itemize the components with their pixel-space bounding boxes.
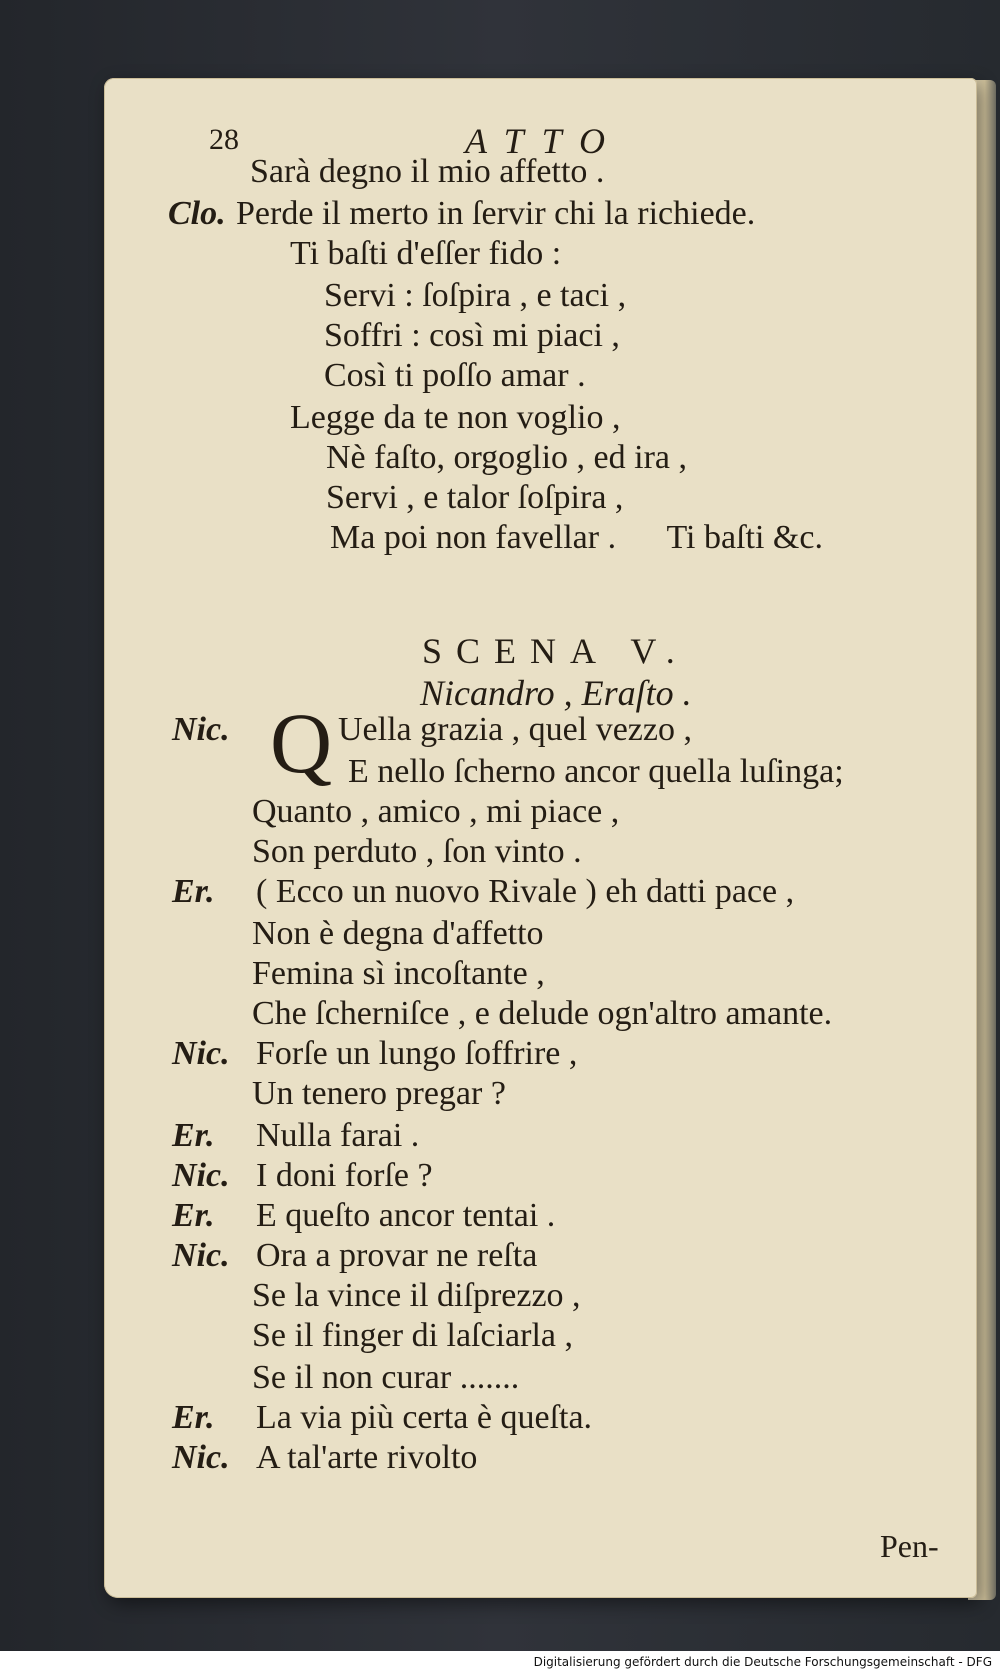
speaker-label: Nic.	[172, 711, 230, 748]
dialogue-line: E nello ſcherno ancor quella luſinga;	[348, 753, 844, 790]
speaker-label: Er.	[172, 873, 215, 910]
speaker-label: Clo.	[168, 195, 226, 232]
verse-line: Ma poi non favellar . Ti baſti &c.	[330, 519, 823, 556]
running-title: ATTO	[465, 121, 624, 161]
speaker-label: Er.	[172, 1399, 215, 1436]
verse-line: Così ti poſſo amar .	[324, 357, 586, 394]
dialogue-line: Se la vince il diſprezzo ,	[252, 1277, 581, 1314]
speaker-label: Nic.	[172, 1157, 230, 1194]
drop-capital: Q	[270, 695, 333, 791]
verse-line: Servi : ſoſpira , e taci ,	[324, 277, 627, 314]
speaker-label: Er.	[172, 1197, 215, 1234]
dialogue-line: Quanto , amico , mi piace ,	[252, 793, 620, 830]
dialogue-line: Non è degna d'affetto	[252, 915, 544, 952]
speaker-label: Nic.	[172, 1237, 230, 1274]
dialogue-line: Femina sì incoſtante ,	[252, 955, 545, 992]
dialogue-line: Nulla farai .	[256, 1117, 420, 1154]
catchword: Pen-	[880, 1528, 939, 1564]
dialogue-line: ( Ecco un nuovo Rivale ) eh datti pace ,	[256, 873, 795, 910]
verse-line: Soffri : così mi piaci ,	[324, 317, 620, 354]
dialogue-line: Ora a provar ne reſta	[256, 1237, 538, 1274]
verse-line: Nè faſto, orgoglio , ed ira ,	[326, 439, 688, 476]
speaker-label: Nic.	[172, 1035, 230, 1072]
page-number: 28	[209, 123, 239, 156]
dialogue-line: I doni forſe ?	[256, 1157, 433, 1194]
dialogue-line: La via più certa è queſta.	[256, 1399, 593, 1436]
verse-line: Legge da te non voglio ,	[290, 399, 621, 436]
dialogue-line: Uella grazia , quel vezzo ,	[338, 711, 692, 748]
dialogue-line: E queſto ancor tentai .	[256, 1197, 556, 1234]
dialogue-line: Son perduto , ſon vinto .	[252, 833, 582, 870]
footer-credit: Digitalisierung gefördert durch die Deutsche Forschungsgemeinschaft - DFG	[533, 1655, 992, 1669]
verse-line: Sarà degno il mio affetto .	[250, 153, 605, 190]
dialogue-line: Forſe un lungo ſoffrire ,	[256, 1035, 578, 1072]
dialogue-line: Che ſcherniſce , e delude ogn'altro amante.	[252, 995, 833, 1032]
dialogue-line: Un tenero pregar ?	[252, 1075, 506, 1112]
speaker-label: Er.	[172, 1117, 215, 1154]
verse-line: Ti baſti d'eſſer fido :	[290, 235, 562, 272]
dialogue-line: Se il non curar .......	[252, 1359, 520, 1396]
scene-heading: SCENA V.	[422, 631, 689, 671]
verse-line: Servi , e talor ſoſpira ,	[326, 479, 624, 516]
footer-bar	[0, 1651, 1000, 1671]
speaker-label: Nic.	[172, 1439, 230, 1476]
dialogue-line: Se il finger di laſciarla ,	[252, 1317, 573, 1354]
scene-persons: Nicandro , Eraſto .	[420, 673, 692, 713]
dialogue-line: A tal'arte rivolto	[256, 1439, 478, 1476]
verse-line: Perde il merto in ſervir chi la richiede.	[236, 195, 756, 232]
